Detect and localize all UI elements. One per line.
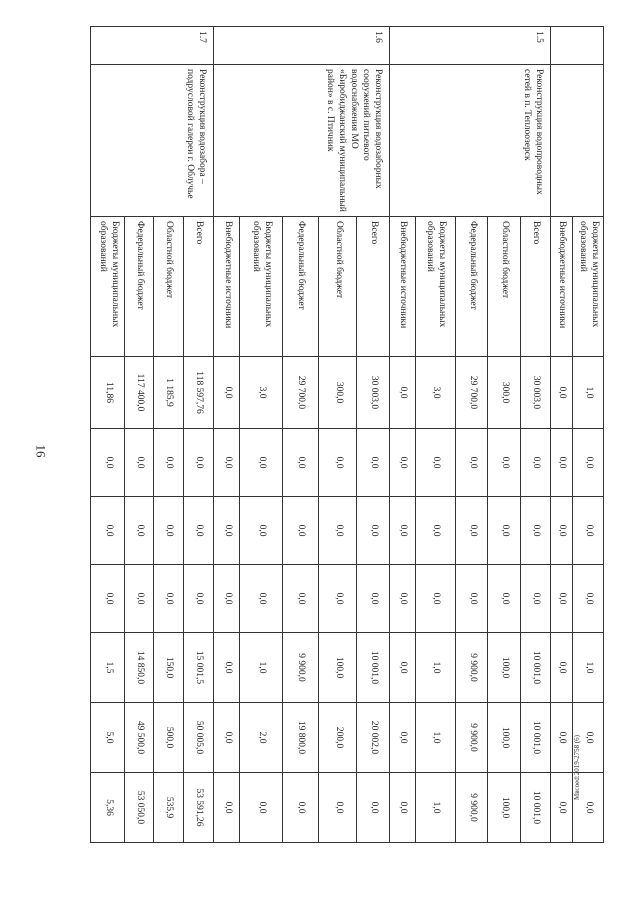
item-name: Реконструкция водозабора – подрусловой галереи г. Облучье [91, 65, 214, 217]
funding-source: Федеральный бюджет [456, 217, 488, 357]
amount-cell: 0,0 [415, 497, 455, 565]
amount-cell: 0,0 [415, 565, 455, 633]
amount-cell: 9 900,0 [456, 703, 488, 773]
item-name: Реконструкция водозаборных сооружений питьевого водоснабжения МО «Биробиджанский муниципальный район» в с. Птичник [214, 65, 389, 217]
table-row [357, 27, 389, 843]
amount-cell: 1,0 [240, 633, 282, 703]
amount-cell: 3,0 [415, 357, 455, 429]
amount-cell: 0,0 [488, 497, 520, 565]
amount-cell: 53 050,0 [125, 773, 153, 843]
amount-cell: 100,0 [318, 633, 356, 703]
funding-source: Всего [520, 217, 550, 357]
item-name: Реконструкция водопроводных сетей в п. Теплоозерск [389, 65, 550, 217]
amount-cell: 0,0 [214, 357, 240, 429]
amount-cell: 0,0 [520, 565, 550, 633]
amount-cell: 0,0 [240, 429, 282, 497]
amount-cell: 0,0 [282, 565, 318, 633]
amount-cell: 0,0 [183, 429, 213, 497]
amount-cell: 0,0 [183, 565, 213, 633]
amount-cell: 0,0 [153, 565, 183, 633]
amount-cell: 0,0 [389, 773, 415, 843]
amount-cell: 200,0 [318, 703, 356, 773]
amount-cell: 20 002,0 [357, 703, 389, 773]
amount-cell: 0,0 [415, 429, 455, 497]
amount-cell: 9 900,0 [456, 633, 488, 703]
amount-cell: 0,0 [240, 565, 282, 633]
amount-cell: 0,0 [214, 497, 240, 565]
amount-cell: 0,0 [550, 633, 572, 703]
amount-cell: 0,0 [456, 429, 488, 497]
amount-cell: 0,0 [550, 703, 572, 773]
amount-cell: 0,0 [357, 773, 389, 843]
amount-cell: 0,0 [318, 429, 356, 497]
amount-cell: 10 001,0 [520, 703, 550, 773]
amount-cell: 10 001,0 [357, 633, 389, 703]
amount-cell: 0,0 [389, 357, 415, 429]
amount-cell: 0,0 [91, 429, 125, 497]
amount-cell: 117 400,0 [125, 357, 153, 429]
amount-cell: 49 500,0 [125, 703, 153, 773]
amount-cell: 0,0 [520, 497, 550, 565]
amount-cell: 5,36 [91, 773, 125, 843]
amount-cell: 10 001,0 [520, 633, 550, 703]
amount-cell: 0,0 [214, 703, 240, 773]
amount-cell: 29 700,0 [456, 357, 488, 429]
amount-cell: 0,0 [550, 773, 572, 843]
table-body [91, 27, 604, 843]
amount-cell: 300,0 [318, 357, 356, 429]
item-code [550, 27, 603, 65]
amount-cell: 118 597,76 [183, 357, 213, 429]
amount-cell: 0,0 [488, 429, 520, 497]
amount-cell: 500,0 [153, 703, 183, 773]
funding-source: Всего [183, 217, 213, 357]
amount-cell: 0,0 [318, 497, 356, 565]
amount-cell: 0,0 [282, 773, 318, 843]
amount-cell: 0,0 [125, 565, 153, 633]
amount-cell: 0,0 [214, 633, 240, 703]
funding-source: Бюджеты муниципальных образований [240, 217, 282, 357]
amount-cell: 1 185,9 [153, 357, 183, 429]
amount-cell: 0,0 [389, 497, 415, 565]
amount-cell: 0,0 [240, 497, 282, 565]
amount-cell: 1,0 [415, 633, 455, 703]
amount-cell: 0,0 [91, 497, 125, 565]
funding-source: Внебюджетные источники [550, 217, 572, 357]
item-name [550, 65, 603, 217]
amount-cell: 5,0 [91, 703, 125, 773]
amount-cell: 29 700,0 [282, 357, 318, 429]
amount-cell: 0,0 [318, 773, 356, 843]
amount-cell: 0,0 [282, 429, 318, 497]
table-row [183, 27, 213, 843]
amount-cell: 1,0 [415, 773, 455, 843]
page-number: 16 [33, 444, 49, 458]
amount-cell: 0,0 [240, 773, 282, 843]
amount-cell: 0,0 [214, 429, 240, 497]
budget-table [90, 26, 604, 843]
amount-cell: 0,0 [153, 429, 183, 497]
amount-cell: 150,0 [153, 633, 183, 703]
rotated-table-container [90, 26, 604, 842]
amount-cell: 0,0 [214, 773, 240, 843]
item-code: 1.5 [389, 27, 550, 65]
amount-cell: 0,0 [573, 429, 604, 497]
amount-cell: 30 003,0 [357, 357, 389, 429]
amount-cell: 0,0 [550, 357, 572, 429]
funding-source: Федеральный бюджет [282, 217, 318, 357]
amount-cell: 0,0 [573, 497, 604, 565]
amount-cell: 2,0 [240, 703, 282, 773]
amount-cell: 1,5 [91, 633, 125, 703]
amount-cell: 0,0 [91, 565, 125, 633]
amount-cell: 0,0 [282, 497, 318, 565]
amount-cell: 0,0 [357, 429, 389, 497]
amount-cell: 0,0 [183, 497, 213, 565]
amount-cell: 0,0 [573, 565, 604, 633]
funding-source: Областной бюджет [318, 217, 356, 357]
funding-source: Внебюджетные источники [214, 217, 240, 357]
amount-cell: 19 800,0 [282, 703, 318, 773]
amount-cell: 100,0 [488, 633, 520, 703]
amount-cell: 0,0 [573, 773, 604, 843]
amount-cell: 0,0 [456, 497, 488, 565]
amount-cell: 11,86 [91, 357, 125, 429]
amount-cell: 0,0 [125, 429, 153, 497]
table-row [520, 27, 550, 843]
funding-source: Бюджеты муниципальных образований [415, 217, 455, 357]
amount-cell: 1,0 [415, 703, 455, 773]
funding-source: Внебюджетные источники [389, 217, 415, 357]
amount-cell: 53 591,26 [183, 773, 213, 843]
funding-source: Всего [357, 217, 389, 357]
amount-cell: 9 900,0 [282, 633, 318, 703]
amount-cell: 0,0 [573, 703, 604, 773]
amount-cell: 0,0 [389, 429, 415, 497]
amount-cell: 0,0 [357, 497, 389, 565]
amount-cell: 30 003,0 [520, 357, 550, 429]
funding-source: Бюджеты муниципальных образований [573, 217, 604, 357]
amount-cell: 0,0 [488, 565, 520, 633]
amount-cell: 50 005,0 [183, 703, 213, 773]
amount-cell: 14 850,0 [125, 633, 153, 703]
amount-cell: 100,0 [488, 703, 520, 773]
amount-cell: 0,0 [550, 429, 572, 497]
amount-cell: 3,0 [240, 357, 282, 429]
amount-cell: 0,0 [153, 497, 183, 565]
funding-source: Федеральный бюджет [125, 217, 153, 357]
amount-cell: 100,0 [488, 773, 520, 843]
document-stamp: Мвсоеd:2019-2758 (6) [573, 735, 581, 800]
funding-source: Областной бюджет [488, 217, 520, 357]
amount-cell: 0,0 [520, 429, 550, 497]
amount-cell: 10 001,0 [520, 773, 550, 843]
amount-cell: 15 001,5 [183, 633, 213, 703]
amount-cell: 0,0 [550, 497, 572, 565]
item-code: 1.7 [91, 27, 214, 65]
amount-cell: 0,0 [456, 565, 488, 633]
table-row [573, 27, 604, 843]
amount-cell: 1,0 [573, 357, 604, 429]
amount-cell: 0,0 [214, 565, 240, 633]
funding-source: Областной бюджет [153, 217, 183, 357]
amount-cell: 0,0 [318, 565, 356, 633]
amount-cell: 0,0 [357, 565, 389, 633]
amount-cell: 1,0 [573, 633, 604, 703]
amount-cell: 0,0 [550, 565, 572, 633]
amount-cell: 0,0 [125, 497, 153, 565]
amount-cell: 0,0 [389, 565, 415, 633]
funding-source: Бюджеты муниципальных образований [91, 217, 125, 357]
item-code: 1.6 [214, 27, 389, 65]
amount-cell: 0,0 [389, 633, 415, 703]
amount-cell: 0,0 [389, 703, 415, 773]
amount-cell: 9 900,0 [456, 773, 488, 843]
amount-cell: 535,9 [153, 773, 183, 843]
amount-cell: 300,0 [488, 357, 520, 429]
